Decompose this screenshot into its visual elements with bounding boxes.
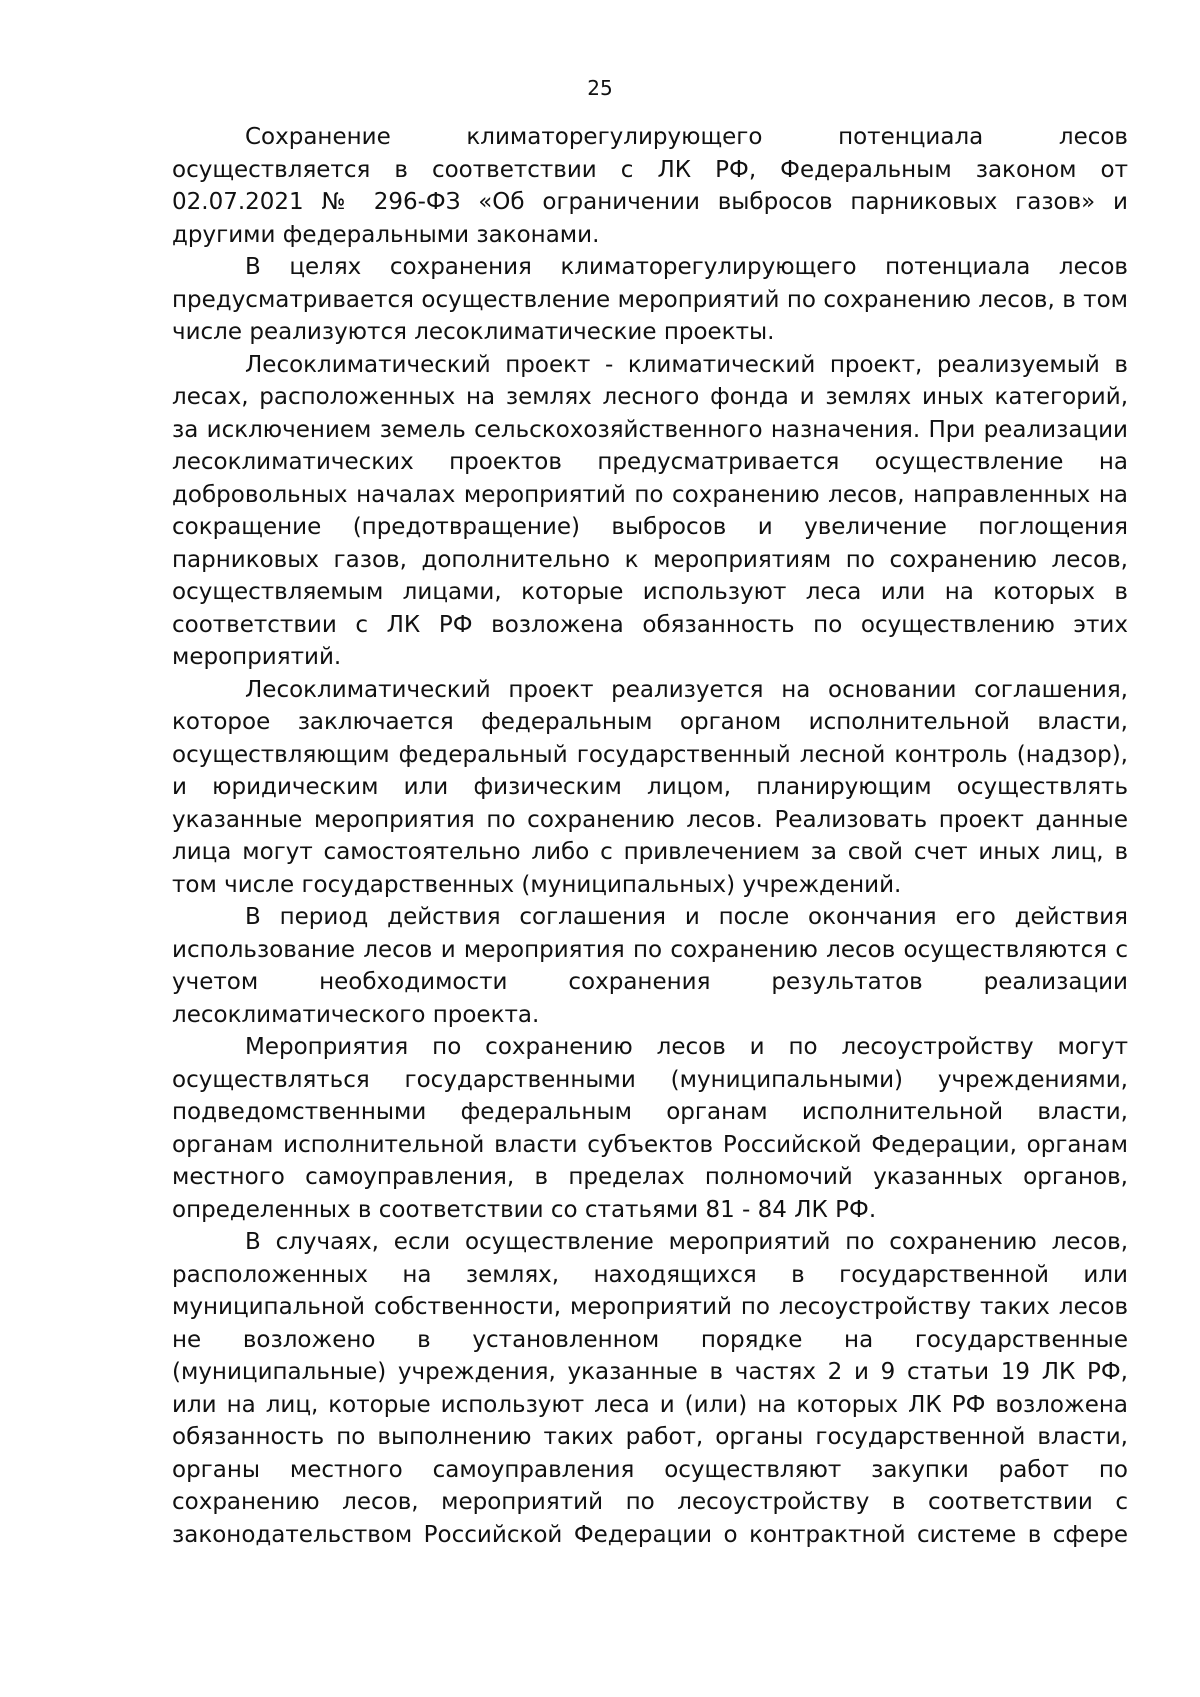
body-text [172,121,1128,1551]
page-number: 25 [587,76,613,100]
paragraph: Лесоклиматический проект - климатический проект, реализуемый в лесах, расположенных на землях лесного фонда и землях иных категорий, за исключением земель сельскохозяйственного назначения. При реализации лесоклиматических проектов предусматривается осуществление на добровольных началах мероприятий по сохранению лесов, направленных на сокращение (предотвращение) выбросов и увеличение поглощения парниковых газов, дополнительно к мероприятиям по сохранению лесов, осуществляемым лицами, которые используют леса или на которых в соответствии с ЛК РФ возложена обязанность по осуществлению этих мероприятий. [172,351,1128,670]
paragraph: Сохранение климаторегулирующего потенциала лесов осуществляется в соответствии с ЛК РФ, Федеральным законом от 02.07.2021 № 296-ФЗ «Об ограничении выбросов парниковых газов» и другими федеральными законами. [172,124,1128,248]
paragraph: В целях сохранения климаторегулирующего потенциала лесов предусматривается осуществление мероприятий по сохранению лесов, в том числе реализуются лесоклиматические проекты. [172,254,1128,345]
paragraph: В период действия соглашения и после окончания его действия использование лесов и мероприятия по сохранению лесов осуществляются с учетом необходимости сохранения результатов реализации лесоклиматического проекта. [172,904,1128,1028]
paragraph: Лесоклиматический проект реализуется на основании соглашения, которое заключается федеральным органом исполнительной власти, осуществляющим федеральный государственный лесной контроль (надзор), и юридическим или физическим лицом, планирующим осуществлять указанные мероприятия по сохранению лесов. Реализовать проект данные лица могут самостоятельно либо с привлечением за свой счет иных лиц, в том числе государственных (муниципальных) учреждений. [172,676,1128,898]
paragraph: Мероприятия по сохранению лесов и по лесоустройству могут осуществляться государственными (муниципальными) учреждениями, подведомственными федеральным органам исполнительной власти, органам исполнительной власти субъектов Российской Федерации, органам местного самоуправления, в пределах полномочий указанных органов, определенных в соответствии со статьями 81 - 84 ЛК РФ. [172,1034,1128,1223]
paragraph-last: В случаях, если осуществление мероприятий по сохранению лесов, расположенных на землях, находящихся в государственной или муниципальной собственности, мероприятий по лесоустройству таких лесов не возложено в установленном порядке на государственные (муниципальные) учреждения, указанные в частях 2 и 9 статьи 19 ЛК РФ, или на лиц, которые используют леса и (или) на которых ЛК РФ возложена обязанность по выполнению таких работ, органы государственной власти, органы местного самоуправления осуществляют закупки работ по сохранению лесов, мероприятий по лесоустройству в соответствии с законодательством Российской Федерации о контрактной системе в сфере [172,1229,1128,1548]
